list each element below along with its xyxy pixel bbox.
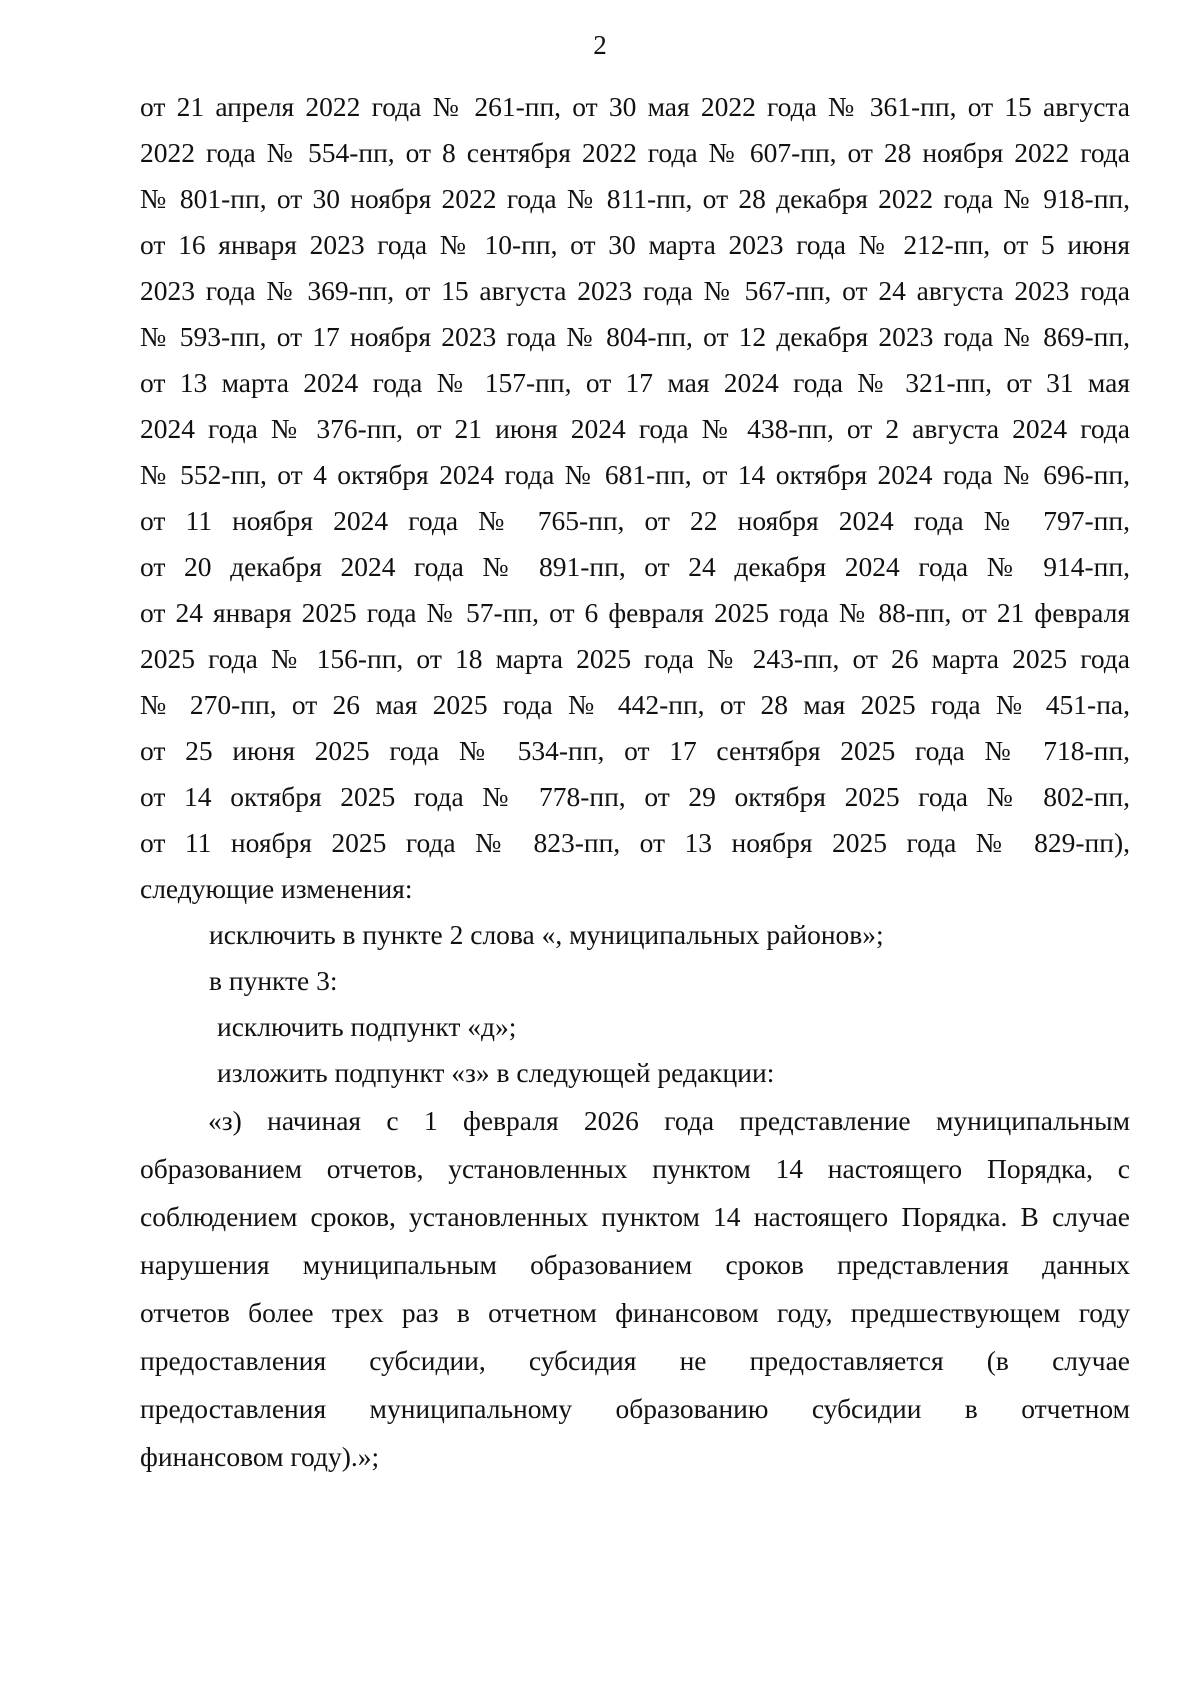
text-line: от 20 декабря 2024 года № 891-пп, от 24 декабря 2024 года № 914-пп,	[140, 551, 1130, 582]
text-line: 2024 года № 376-пп, от 21 июня 2024 года № 438-пп, от 2 августа 2024 года	[140, 413, 1130, 444]
text-line: финансовом году).»;	[140, 1441, 380, 1472]
text-line: следующие изменения:	[140, 873, 413, 904]
text-line: нарушения муниципальным образованием сроков представления данных	[140, 1249, 1130, 1280]
text-line: от 21 апреля 2022 года № 261-пп, от 30 мая 2022 года № 361-пп, от 15 августа	[140, 91, 1130, 122]
text-line: от 13 марта 2024 года № 157-пп, от 17 мая 2024 года № 321-пп, от 31 мая	[140, 367, 1130, 398]
text-line: исключить в пункте 2 слова «, муниципальных районов»;	[209, 919, 884, 950]
page-number: 2	[593, 30, 607, 60]
text-line: исключить подпункт «д»;	[217, 1011, 517, 1042]
text-line: в пункте 3:	[209, 965, 338, 996]
text-line: от 11 ноября 2024 года № 765-пп, от 22 ноября 2024 года № 797-пп,	[140, 505, 1130, 536]
text-line: отчетов более трех раз в отчетном финансовом году, предшествующем году	[140, 1297, 1130, 1328]
text-line: образованием отчетов, установленных пунктом 14 настоящего Порядка, с	[140, 1153, 1130, 1184]
text-line: № 270-пп, от 26 мая 2025 года № 442-пп, от 28 мая 2025 года № 451-па,	[140, 689, 1130, 720]
text-line: 2023 года № 369-пп, от 15 августа 2023 года № 567-пп, от 24 августа 2023 года	[140, 275, 1130, 306]
text-line: 2022 года № 554-пп, от 8 сентября 2022 года № 607-пп, от 28 ноября 2022 года	[140, 137, 1130, 168]
text-line: от 24 января 2025 года № 57-пп, от 6 февраля 2025 года № 88-пп, от 21 февраля	[140, 597, 1130, 628]
text-line: 2025 года № 156-пп, от 18 марта 2025 года № 243-пп, от 26 марта 2025 года	[140, 643, 1130, 674]
text-line: от 16 января 2023 года № 10-пп, от 30 марта 2023 года № 212-пп, от 5 июня	[140, 229, 1130, 260]
text-line: изложить подпункт «з» в следующей редакции:	[217, 1057, 775, 1088]
text-line: № 593-пп, от 17 ноября 2023 года № 804-пп, от 12 декабря 2023 года № 869-пп,	[140, 321, 1130, 352]
text-line: соблюдением сроков, установленных пунктом 14 настоящего Порядка. В случае	[140, 1201, 1130, 1232]
text-line: № 552-пп, от 4 октября 2024 года № 681-пп, от 14 октября 2024 года № 696-пп,	[140, 459, 1130, 490]
text-line: предоставления муниципальному образованию субсидии в отчетном	[140, 1393, 1130, 1424]
text-line: от 11 ноября 2025 года № 823-пп, от 13 ноября 2025 года № 829-пп),	[140, 827, 1130, 858]
text-line: от 14 октября 2025 года № 778-пп, от 29 октября 2025 года № 802-пп,	[140, 781, 1130, 812]
text-line: от 25 июня 2025 года № 534-пп, от 17 сентября 2025 года № 718-пп,	[140, 735, 1130, 766]
text-line: № 801-пп, от 30 ноября 2022 года № 811-пп, от 28 декабря 2022 года № 918-пп,	[140, 183, 1130, 214]
text-line: «з) начиная с 1 февраля 2026 года представление муниципальным	[208, 1105, 1130, 1136]
text-line: предоставления субсидии, субсидия не предоставляется (в случае	[140, 1345, 1130, 1376]
